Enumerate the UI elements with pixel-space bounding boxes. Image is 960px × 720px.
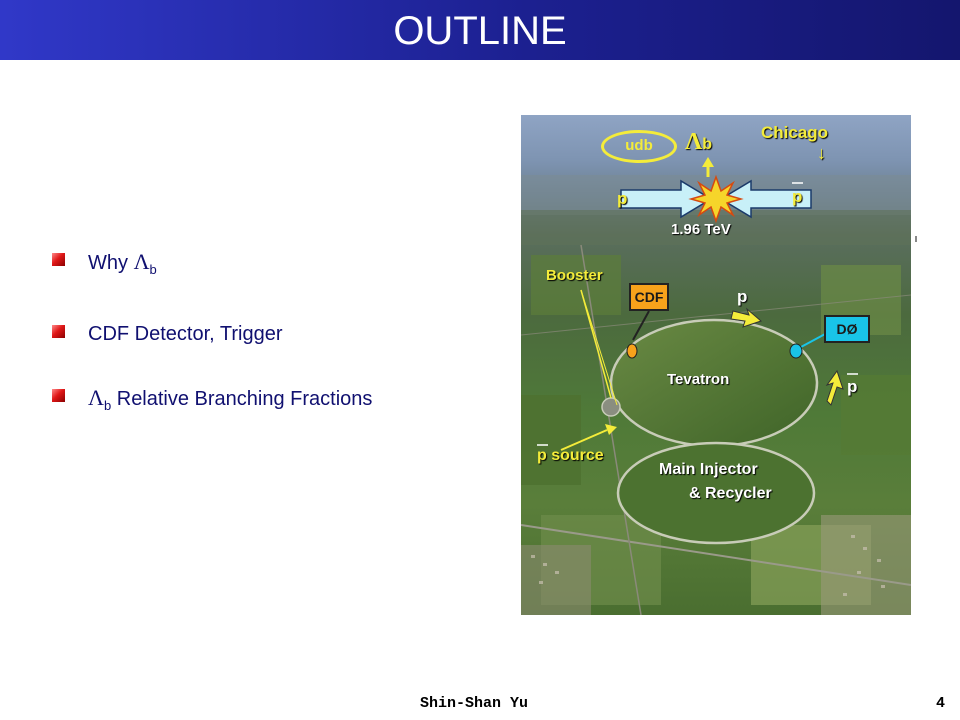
lambda-symbol: Λ xyxy=(133,249,150,274)
chicago-arrow-icon: ↓ xyxy=(817,143,826,163)
d0-detector-label: DØ xyxy=(824,315,870,343)
cdf-detector-label: CDF xyxy=(629,283,669,311)
lambda-symbol: Λ xyxy=(88,385,104,410)
title-bar xyxy=(0,0,960,60)
stray-mark xyxy=(915,236,917,242)
lambda-symbol: Λ xyxy=(685,129,703,155)
bullet-suffix: Relative Branching Fractions xyxy=(111,388,373,410)
footer-author: Shin-Shan Yu xyxy=(420,695,529,712)
footer-page-number: 4 xyxy=(936,695,946,712)
aerial-photo-graphic xyxy=(521,115,911,615)
bullet-text xyxy=(88,250,157,282)
fermilab-aerial-photo xyxy=(521,115,911,615)
bullet-square-icon xyxy=(52,253,65,266)
energy-label: 1.96 TeV xyxy=(671,221,731,238)
bullet-text xyxy=(88,322,283,346)
recycler-label: & Recycler xyxy=(689,485,772,502)
slide-title: OUTLINE xyxy=(393,9,567,53)
lambda-b-label xyxy=(685,129,712,156)
subscript: b xyxy=(103,398,112,413)
subscript: b xyxy=(149,262,157,277)
chicago-label: Chicago xyxy=(761,123,829,142)
bullet-prefix: CDF Detector, Trigger xyxy=(88,323,283,345)
bullet-square-icon xyxy=(52,389,65,402)
antiproton-beam-label: p xyxy=(847,377,858,396)
bullet-text xyxy=(88,386,372,418)
bullet-prefix: Why xyxy=(88,252,134,274)
main-injector-label: Main Injector xyxy=(659,461,758,478)
proton-label: p xyxy=(617,189,628,208)
udb-quark-label: udb xyxy=(601,130,677,163)
pbar-source-label: p source xyxy=(537,447,604,464)
lambda-subscript: b xyxy=(702,136,712,153)
tevatron-label: Tevatron xyxy=(667,371,730,388)
antiproton-label: p xyxy=(792,187,803,206)
bullet-square-icon xyxy=(52,325,65,338)
proton-beam-label: p xyxy=(737,287,748,306)
booster-label: Booster xyxy=(546,267,603,284)
